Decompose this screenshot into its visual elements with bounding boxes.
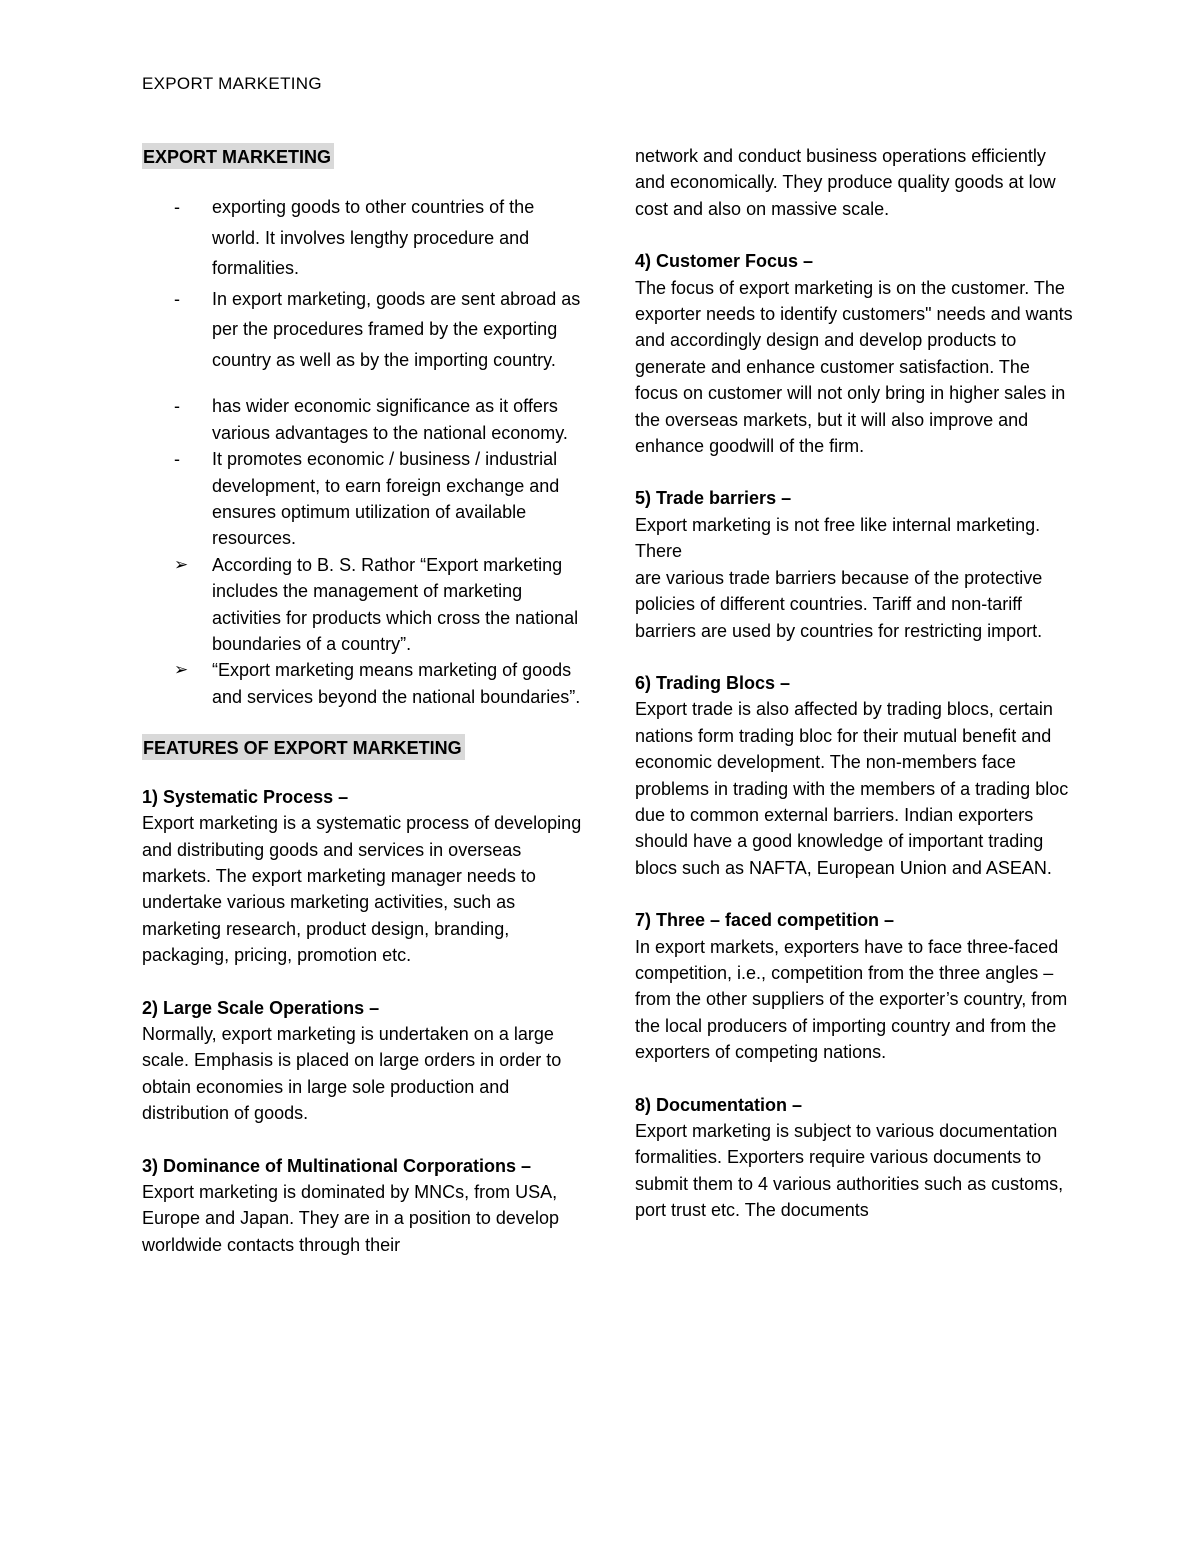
feature-item — [635, 1092, 1075, 1224]
list-item-text: has wider economic significance as it offers various advantages to the national economy. — [212, 396, 568, 443]
feature-body-continued: are various trade barriers because of the protective policies of different countries. Tariff and non-tariff barriers are used by countries for restricting import. — [635, 567, 1043, 641]
list-item-text: According to B. S. Rathor “Export marketing includes the management of marketing activities for products which cross the national boundaries of a country”. — [212, 554, 579, 655]
feature-title: 7) Three – faced competition – — [635, 910, 895, 931]
list-item — [142, 284, 582, 376]
right-column — [635, 143, 1075, 1250]
dash-bullet: - — [174, 449, 180, 470]
feature-item — [142, 784, 582, 969]
feature-item — [635, 248, 1075, 459]
feature-title: 5) Trade barriers – — [635, 488, 792, 509]
feature-title: 3) Dominance of Multinational Corporations – — [142, 1155, 532, 1176]
list-item — [142, 657, 582, 710]
feature-title: 1) Systematic Process – — [142, 786, 349, 807]
feature-body: Normally, export marketing is undertaken on a large scale. Emphasis is placed on large orders in order to obtain economies in large sole production and distribution of goods. — [142, 1023, 562, 1124]
definition-list-b — [142, 393, 582, 710]
feature-item — [142, 1153, 582, 1259]
arrow-bullet-icon: ➢ — [174, 660, 189, 680]
list-item — [142, 552, 582, 658]
left-column — [142, 143, 582, 1284]
definition-list-a — [142, 192, 582, 375]
list-item-text: “Export marketing means marketing of goods and services beyond the national boundaries”. — [212, 660, 581, 707]
running-header: EXPORT MARKETING — [142, 74, 322, 93]
feature-body: Export marketing is dominated by MNCs, from USA, Europe and Japan. They are in a position to develop worldwide contacts through their — [142, 1181, 559, 1255]
feature-body: Export trade is also affected by trading blocs, certain nations form trading bloc for their mutual benefit and economic development. The non-members face problems in trading with the members of a trading bloc due to common external barriers. Indian exporters should have a good knowledge of important trading blocs such as NAFTA, European Union and ASEAN. — [635, 699, 1069, 878]
feature-item — [635, 670, 1075, 881]
list-item — [142, 393, 582, 446]
feature-item — [142, 995, 582, 1127]
dash-bullet: - — [174, 396, 180, 417]
feature-item — [635, 907, 1075, 1065]
list-item — [142, 446, 582, 552]
feature-item — [635, 485, 1075, 643]
dash-bullet: - — [174, 288, 180, 309]
list-item — [142, 192, 582, 284]
feature-body: network and conduct business operations efficiently and economically. They produce quality goods at low cost and also on massive scale. — [635, 146, 1056, 219]
feature-body: Export marketing is a systematic process of developing and distributing goods and services in overseas markets. The export marketing manager needs to undertake various marketing activities, such as marketing research, product design, branding, packaging, pricing, promotion etc. — [142, 813, 582, 966]
feature-body-continued: enhance goodwill of the firm. — [635, 436, 865, 457]
feature-title: 8) Documentation – — [635, 1094, 803, 1115]
dash-bullet: - — [174, 197, 180, 218]
list-item-text: exporting goods to other countries of the world. It involves lengthy procedure and formalities. — [212, 197, 535, 279]
list-item-text: In export marketing, goods are sent abroad as per the procedures framed by the exporting country as well as by the importing country. — [212, 288, 581, 370]
feature-title: 2) Large Scale Operations – — [142, 997, 380, 1018]
highlighted-heading: FEATURES OF EXPORT MARKETING — [142, 734, 465, 760]
feature-body: Export marketing is subject to various documentation formalities. Exporters require various documents to submit them to 4 various authorities such as customs, port trust etc. The documents — [635, 1121, 1064, 1221]
feature-body: The focus of export marketing is on the customer. The exporter needs to identify customers" needs and wants and accordingly design and develop products to generate and enhance customer satisfaction. The focus on customer will not only bring in higher sales in the overseas markets, but it will also improve and — [635, 277, 1073, 430]
continued-paragraph — [635, 143, 1075, 222]
feature-body: In export markets, exporters have to face three-faced competition, i.e., competition from the three angles – from the other suppliers of the exporter’s country, from the local producers of importing country and from the exporters of competing nations. — [635, 936, 1068, 1063]
section-heading-features — [142, 734, 582, 761]
highlighted-heading: EXPORT MARKETING — [142, 143, 334, 169]
feature-body: Export marketing is not free like internal marketing. There — [635, 514, 1041, 562]
arrow-bullet-icon: ➢ — [174, 554, 189, 574]
list-item-text: It promotes economic / business / industrial development, to earn foreign exchange and ensures optimum utilization of available resources. — [212, 449, 560, 549]
feature-title: 4) Customer Focus – — [635, 251, 814, 272]
feature-title: 6) Trading Blocs – — [635, 672, 791, 693]
section-heading-export-marketing — [142, 143, 582, 170]
